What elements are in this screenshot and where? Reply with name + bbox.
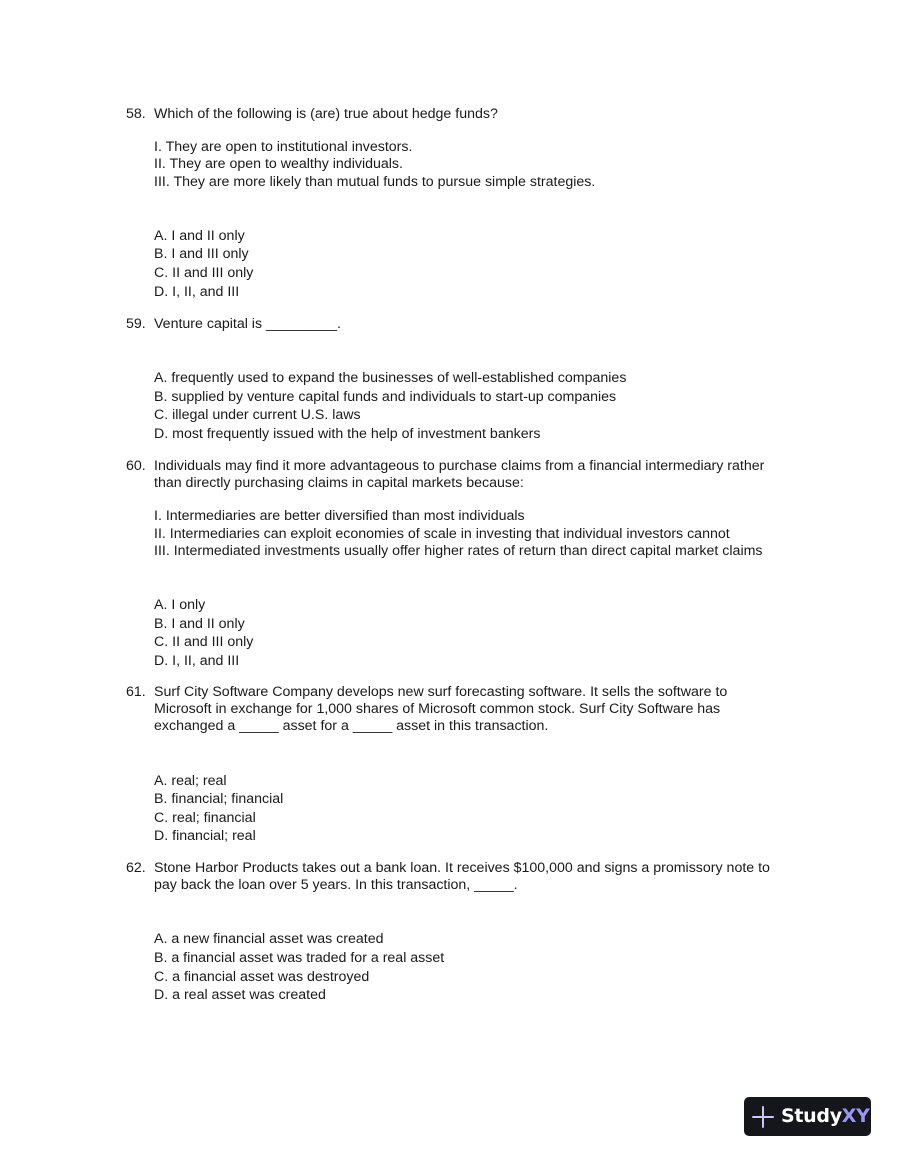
answer-option: A. real; real <box>154 772 227 789</box>
answer-option: D. a real asset was created <box>154 987 326 1004</box>
question-header <box>126 106 806 123</box>
question-61 <box>126 684 806 846</box>
question-text: Venture capital is _________. <box>154 316 341 332</box>
answer-option: A. a new financial asset was created <box>154 931 384 948</box>
question-header <box>126 860 806 894</box>
option-list <box>154 930 806 1004</box>
statement: III. They are more likely than mutual funds to pursue simple strategies. <box>154 173 596 190</box>
question-header <box>126 458 806 492</box>
question-62 <box>126 860 806 1005</box>
answer-option: B. I and III only <box>154 246 249 263</box>
plus-icon <box>752 1106 774 1128</box>
question-number: 58. <box>126 106 146 122</box>
question-header <box>126 684 806 736</box>
question-58 <box>126 106 806 301</box>
question-text: Stone Harbor Products takes out a bank loan. It receives $100,000 and signs a promissory note to pay back the loan over 5 years. In this transaction, _____. <box>154 860 770 894</box>
answer-option: C. a financial asset was destroyed <box>154 968 370 985</box>
question-59 <box>126 316 806 444</box>
answer-option: D. I, II, and III <box>154 652 240 669</box>
question-60 <box>126 458 806 670</box>
answer-option: D. financial; real <box>154 828 256 845</box>
answer-option: C. illegal under current U.S. laws <box>154 407 361 424</box>
answer-option: D. I, II, and III <box>154 283 240 300</box>
answer-option: A. I only <box>154 597 206 614</box>
answer-option: C. II and III only <box>154 265 254 281</box>
answer-option: B. a financial asset was traded for a real asset <box>154 950 445 966</box>
statement: II. Intermediaries can exploit economies of scale in investing that individual investors cannot <box>154 525 730 542</box>
answer-option: D. most frequently issued with the help of investment bankers <box>154 425 541 442</box>
question-text: Surf City Software Company develops new surf forecasting software. It sells the software to Microsoft in exchange for 1,000 shares of Microsoft common stock. Surf City Software has exchanged a _____ asset for a _____ asset in this transaction. <box>154 684 728 735</box>
statement: II. They are open to wealthy individuals. <box>154 156 403 173</box>
statement: III. Intermediated investments usually offer higher rates of return than direct capital market claims <box>154 542 763 559</box>
question-number: 59. <box>126 316 146 332</box>
statement-list <box>154 139 806 191</box>
question-text: Which of the following is (are) true about hedge funds? <box>154 106 498 122</box>
question-number: 62. <box>126 860 146 876</box>
answer-option: B. financial; financial <box>154 791 284 808</box>
logo-text-main: Study <box>781 1104 842 1127</box>
option-list <box>154 772 806 846</box>
studyxy-logo[interactable] <box>744 1097 871 1136</box>
answer-option: B. I and II only <box>154 615 245 632</box>
option-list <box>154 596 806 670</box>
answer-option: B. supplied by venture capital funds and individuals to start-up companies <box>154 388 617 405</box>
answer-option: C. real; financial <box>154 809 256 826</box>
logo-text-accent: XY <box>841 1104 870 1127</box>
statement: I. They are open to institutional investors. <box>154 139 413 156</box>
answer-option: A. I and II only <box>154 227 245 244</box>
question-header <box>126 316 806 333</box>
statement-list <box>154 508 806 560</box>
option-list <box>154 227 806 301</box>
statement: I. Intermediaries are better diversified than most individuals <box>154 508 525 525</box>
option-list <box>154 369 806 443</box>
answer-option: C. II and III only <box>154 634 254 651</box>
question-number: 61. <box>126 684 146 700</box>
answer-option: A. frequently used to expand the businesses of well-established companies <box>154 370 627 387</box>
logo-text <box>781 1104 870 1127</box>
question-text: Individuals may find it more advantageous to purchase claims from a financial intermediary rather than directly purchasing claims in capital markets because: <box>154 458 765 492</box>
question-number: 60. <box>126 458 146 474</box>
